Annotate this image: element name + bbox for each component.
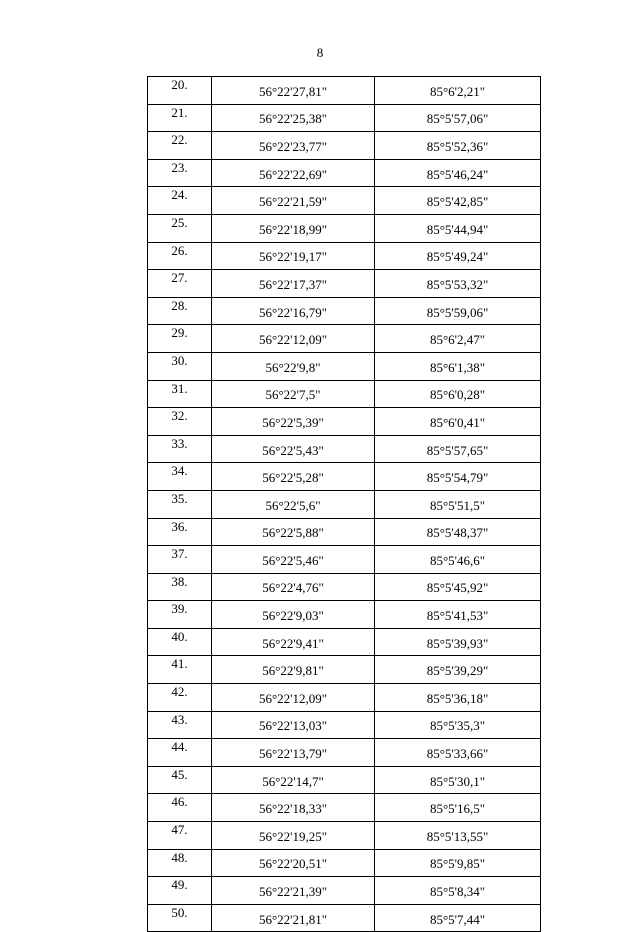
- point-number-cell: 46.: [148, 794, 212, 822]
- point-number-cell: 45.: [148, 766, 212, 794]
- latitude-cell: 56°22'5,43": [212, 435, 375, 463]
- latitude-cell: 56°22'23,77": [212, 132, 375, 160]
- point-number-cell: 40.: [148, 628, 212, 656]
- table-row: [148, 408, 541, 436]
- point-number-cell: 27.: [148, 270, 212, 298]
- latitude-cell: 56°22'19,25": [212, 822, 375, 850]
- longitude-cell: 85°5'59,06": [375, 297, 541, 325]
- table-row: [148, 435, 541, 463]
- longitude-cell: 85°5'9,85": [375, 849, 541, 877]
- longitude-cell: 85°5'46,6": [375, 546, 541, 574]
- point-number-cell: 31.: [148, 380, 212, 408]
- longitude-cell: 85°5'30,1": [375, 766, 541, 794]
- latitude-cell: 56°22'5,39": [212, 408, 375, 436]
- latitude-cell: 56°22'14,7": [212, 766, 375, 794]
- latitude-cell: 56°22'20,51": [212, 849, 375, 877]
- table-row: [148, 77, 541, 105]
- latitude-cell: 56°22'7,5": [212, 380, 375, 408]
- longitude-cell: 85°5'52,36": [375, 132, 541, 160]
- latitude-cell: 56°22'13,03": [212, 711, 375, 739]
- point-number-cell: 34.: [148, 463, 212, 491]
- point-number-cell: 39.: [148, 601, 212, 629]
- table-row: [148, 601, 541, 629]
- point-number-cell: 21.: [148, 104, 212, 132]
- longitude-cell: 85°5'39,93": [375, 628, 541, 656]
- point-number-cell: 36.: [148, 518, 212, 546]
- point-number-cell: 41.: [148, 656, 212, 684]
- latitude-cell: 56°22'18,99": [212, 214, 375, 242]
- longitude-cell: 85°5'45,92": [375, 573, 541, 601]
- point-number-cell: 48.: [148, 849, 212, 877]
- latitude-cell: 56°22'12,09": [212, 684, 375, 712]
- table-row: [148, 463, 541, 491]
- table-row: [148, 325, 541, 353]
- table-row: [148, 573, 541, 601]
- point-number-cell: 32.: [148, 408, 212, 436]
- longitude-cell: 85°6'2,21": [375, 77, 541, 105]
- table-row: [148, 739, 541, 767]
- table-row: [148, 132, 541, 160]
- table-row: [148, 849, 541, 877]
- latitude-cell: 56°22'16,79": [212, 297, 375, 325]
- latitude-cell: 56°22'9,81": [212, 656, 375, 684]
- table-row: [148, 297, 541, 325]
- latitude-cell: 56°22'5,28": [212, 463, 375, 491]
- page-number: 8: [316, 45, 324, 60]
- point-number-cell: 23.: [148, 159, 212, 187]
- point-number-cell: 29.: [148, 325, 212, 353]
- latitude-cell: 56°22'4,76": [212, 573, 375, 601]
- latitude-cell: 56°22'18,33": [212, 794, 375, 822]
- table-row: [148, 628, 541, 656]
- latitude-cell: 56°22'19,17": [212, 242, 375, 270]
- latitude-cell: 56°22'13,79": [212, 739, 375, 767]
- table-row: [148, 187, 541, 215]
- longitude-cell: 85°5'42,85": [375, 187, 541, 215]
- longitude-cell: 85°5'57,06": [375, 104, 541, 132]
- table-row: [148, 490, 541, 518]
- coordinates-table-body: [148, 77, 541, 932]
- point-number-cell: 33.: [148, 435, 212, 463]
- latitude-cell: 56°22'9,03": [212, 601, 375, 629]
- longitude-cell: 85°5'13,55": [375, 822, 541, 850]
- longitude-cell: 85°5'49,24": [375, 242, 541, 270]
- point-number-cell: 25.: [148, 214, 212, 242]
- longitude-cell: 85°5'48,37": [375, 518, 541, 546]
- table-row: [148, 159, 541, 187]
- longitude-cell: 85°6'1,38": [375, 352, 541, 380]
- point-number-cell: 30.: [148, 352, 212, 380]
- table-row: [148, 380, 541, 408]
- point-number-cell: 28.: [148, 297, 212, 325]
- table-row: [148, 877, 541, 905]
- longitude-cell: 85°5'46,24": [375, 159, 541, 187]
- latitude-cell: 56°22'17,37": [212, 270, 375, 298]
- latitude-cell: 56°22'12,09": [212, 325, 375, 353]
- table-row: [148, 766, 541, 794]
- latitude-cell: 56°22'21,59": [212, 187, 375, 215]
- table-row: [148, 656, 541, 684]
- point-number-cell: 26.: [148, 242, 212, 270]
- table-row: [148, 546, 541, 574]
- table-row: [148, 352, 541, 380]
- longitude-cell: 85°5'53,32": [375, 270, 541, 298]
- table-row: [148, 518, 541, 546]
- point-number-cell: 44.: [148, 739, 212, 767]
- table-row: [148, 684, 541, 712]
- table-row: [148, 104, 541, 132]
- point-number-cell: 43.: [148, 711, 212, 739]
- latitude-cell: 56°22'21,81": [212, 904, 375, 932]
- latitude-cell: 56°22'25,38": [212, 104, 375, 132]
- table-row: [148, 904, 541, 932]
- point-number-cell: 24.: [148, 187, 212, 215]
- point-number-cell: 47.: [148, 822, 212, 850]
- longitude-cell: 85°6'0,28": [375, 380, 541, 408]
- point-number-cell: 50.: [148, 904, 212, 932]
- table-row: [148, 794, 541, 822]
- latitude-cell: 56°22'5,46": [212, 546, 375, 574]
- longitude-cell: 85°5'41,53": [375, 601, 541, 629]
- table-row: [148, 242, 541, 270]
- longitude-cell: 85°5'54,79": [375, 463, 541, 491]
- point-number-cell: 35.: [148, 490, 212, 518]
- latitude-cell: 56°22'5,6": [212, 490, 375, 518]
- longitude-cell: 85°5'36,18": [375, 684, 541, 712]
- point-number-cell: 38.: [148, 573, 212, 601]
- longitude-cell: 85°5'57,65": [375, 435, 541, 463]
- latitude-cell: 56°22'9,41": [212, 628, 375, 656]
- latitude-cell: 56°22'9,8": [212, 352, 375, 380]
- point-number-cell: 20.: [148, 77, 212, 105]
- longitude-cell: 85°5'8,34": [375, 877, 541, 905]
- point-number-cell: 37.: [148, 546, 212, 574]
- latitude-cell: 56°22'27,81": [212, 77, 375, 105]
- table-row: [148, 822, 541, 850]
- longitude-cell: 85°5'39,29": [375, 656, 541, 684]
- latitude-cell: 56°22'22,69": [212, 159, 375, 187]
- table-row: [148, 214, 541, 242]
- longitude-cell: 85°5'7,44": [375, 904, 541, 932]
- table-row: [148, 711, 541, 739]
- latitude-cell: 56°22'5,88": [212, 518, 375, 546]
- longitude-cell: 85°5'16,5": [375, 794, 541, 822]
- point-number-cell: 42.: [148, 684, 212, 712]
- longitude-cell: 85°5'35,3": [375, 711, 541, 739]
- longitude-cell: 85°5'51,5": [375, 490, 541, 518]
- longitude-cell: 85°6'0,41": [375, 408, 541, 436]
- longitude-cell: 85°6'2,47": [375, 325, 541, 353]
- latitude-cell: 56°22'21,39": [212, 877, 375, 905]
- coordinates-table: [147, 76, 541, 932]
- table-row: [148, 270, 541, 298]
- point-number-cell: 22.: [148, 132, 212, 160]
- point-number-cell: 49.: [148, 877, 212, 905]
- longitude-cell: 85°5'44,94": [375, 214, 541, 242]
- longitude-cell: 85°5'33,66": [375, 739, 541, 767]
